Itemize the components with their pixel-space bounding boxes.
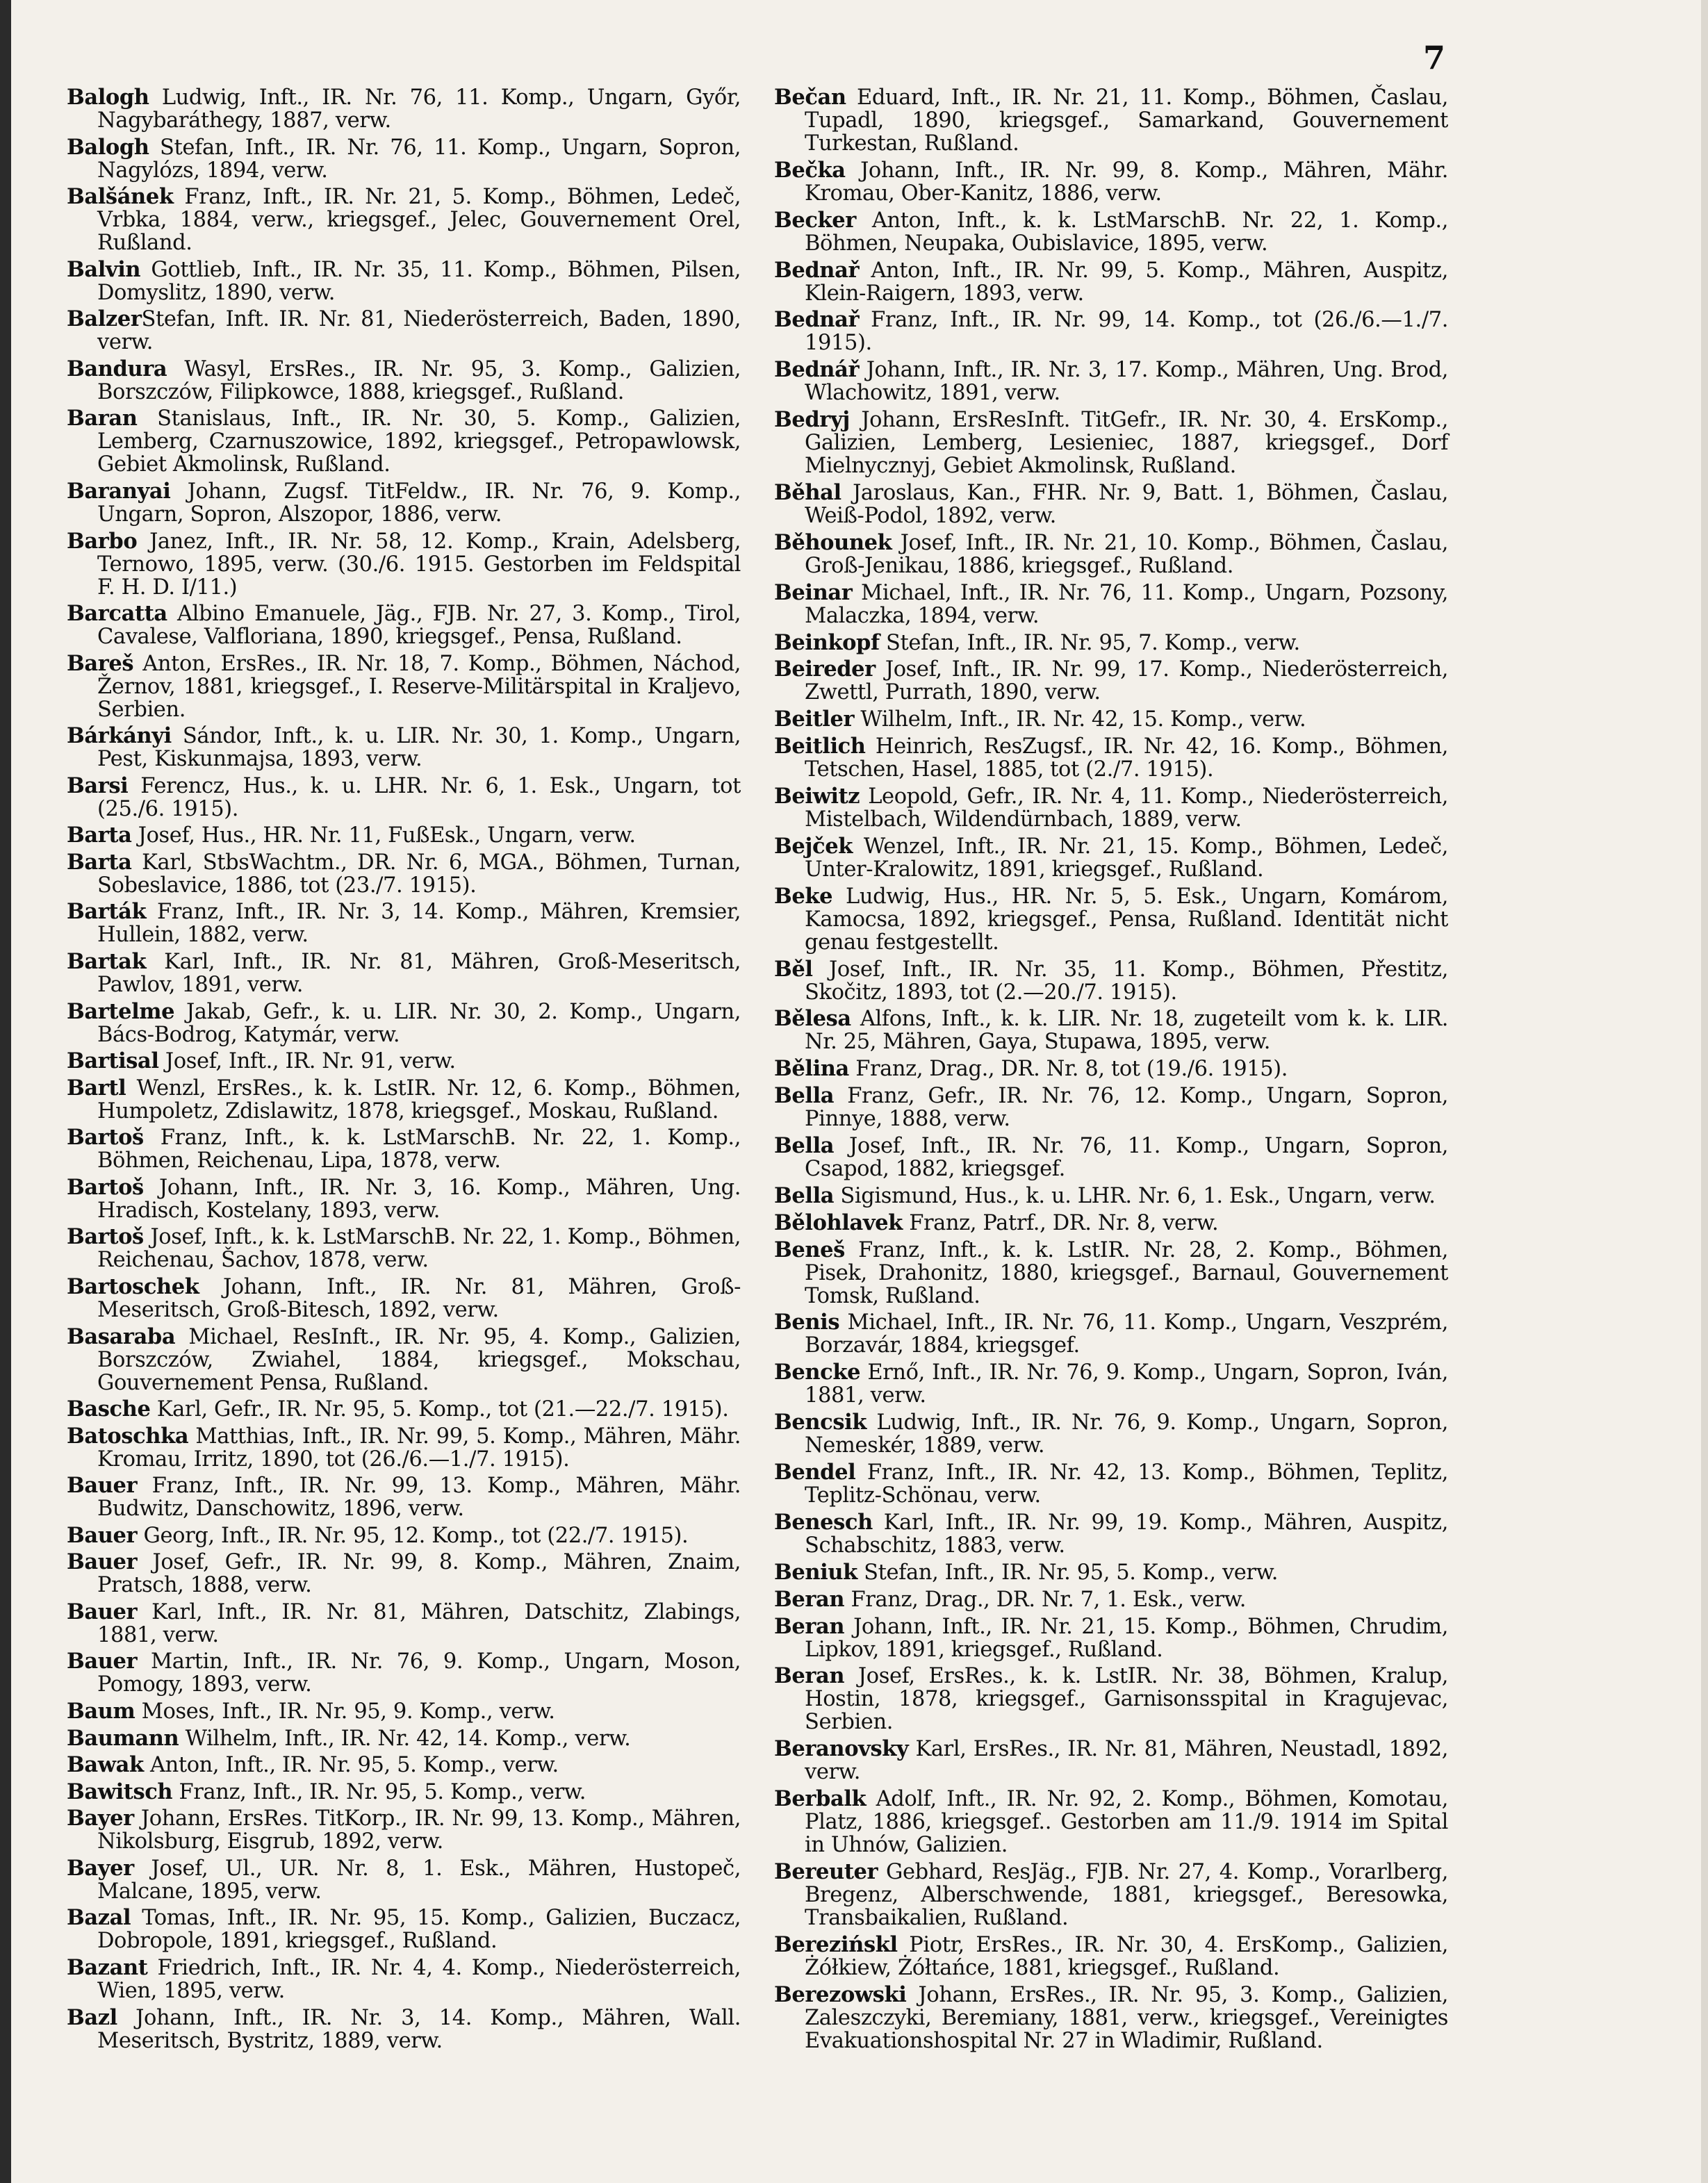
entry-details: Karl, Inft., IR. Nr. 81, Mähren, Datschitz, Zlabings, 1881, verw. (97, 1599, 741, 1647)
entry-surname: Bednař (774, 257, 860, 283)
entry-surname: Beireder (774, 657, 876, 682)
entry-surname: Benis (774, 1310, 840, 1335)
casualty-entry (774, 885, 1448, 954)
entry-surname: Bejček (774, 833, 853, 859)
entry-details: Alfons, Inft., k. k. LIR. Nr. 18, zugeteilt vom k. k. LIR. Nr. 25, Mähren, Gaya, Stupawa, 1895, verw. (805, 1007, 1448, 1055)
entry-surname: Balzer (67, 306, 142, 332)
entry-details: Johann, Zugsf. TitFeldw., IR. Nr. 76, 9. Komp., Ungarn, Sopron, Alszopor, 1886, verw. (97, 479, 741, 527)
entry-details: Franz, Inft., IR. Nr. 99, 14. Komp., tot (26./6.—1./7. 1915). (805, 308, 1448, 356)
entry-details: Gebhard, ResJäg., FJB. Nr. 27, 4. Komp., Vorarlberg, Bregenz, Alberschwende, 1881, kriegsgef., Beresowka, Transbaikalien, Rußland. (805, 1859, 1448, 1930)
casualty-entry (67, 1551, 741, 1597)
entry-surname: Bauer (67, 1649, 138, 1674)
entry-surname: Beiwitz (774, 784, 860, 809)
casualty-entry (67, 602, 741, 648)
entry-surname: Beran (774, 1586, 845, 1612)
entry-surname: Baumann (67, 1725, 179, 1751)
casualty-entry (67, 308, 741, 354)
casualty-entry (67, 950, 741, 996)
entry-details: Josef, Inft., IR. Nr. 91, verw. (158, 1049, 456, 1074)
casualty-entry (67, 1050, 741, 1073)
casualty-entry (774, 1931, 1448, 1980)
casualty-entry (67, 1276, 741, 1321)
casualty-entry (774, 1411, 1448, 1457)
entry-surname: Balšánek (67, 184, 174, 210)
entry-surname: Balogh (67, 85, 149, 110)
entry-details: Stefan, Inft., IR. Nr. 95, 5. Komp., verw. (857, 1560, 1278, 1585)
casualty-entry (774, 785, 1448, 831)
entry-surname: Bencsik (774, 1410, 867, 1435)
entry-details: Heinrich, ResZugsf., IR. Nr. 42, 16. Komp., Böhmen, Tetschen, Hasel, 1885, tot (2./7. 1915). (805, 734, 1448, 782)
entry-details: Franz, Gefr., IR. Nr. 76, 12. Komp., Ungarn, Sopron, Pinnye, 1888, verw. (805, 1084, 1448, 1132)
entry-details: Anton, Inft., IR. Nr. 99, 5. Komp., Mähren, Auspitz, Klein-Raigern, 1893, verw. (805, 258, 1448, 306)
entry-surname: Bartoš (67, 1174, 144, 1200)
casualty-entry (774, 1861, 1448, 1929)
casualty-entry (67, 1954, 741, 2003)
entry-details: Johann, Inft., IR. Nr. 3, 17. Komp., Mähren, Ung. Brod, Wlachowitz, 1891, verw. (805, 358, 1448, 406)
entry-details: Sigismund, Hus., k. u. LHR. Nr. 6, 1. Esk., Ungarn, verw. (834, 1183, 1436, 1208)
entry-surname: Bartelme (67, 998, 175, 1024)
entry-surname: Bareš (67, 650, 134, 676)
entry-surname: Barták (67, 899, 147, 925)
casualty-entry (67, 1176, 741, 1222)
entry-surname: Beran (774, 1663, 845, 1689)
casualty-entry (774, 1984, 1448, 2052)
entry-surname: Bazl (67, 2004, 117, 2030)
entry-surname: Balvin (67, 256, 141, 282)
entry-surname: Bečan (774, 85, 846, 110)
entry-surname: Bencke (774, 1360, 861, 1385)
entry-details: Johann, ErsRes., IR. Nr. 95, 3. Komp., Galizien, Zaleszczyki, Beremiany, 1881, verw., kriegsgef., Vereinigtes Evakuationshospital Nr. 27 in Wladimir, Rußland. (805, 1982, 1448, 2053)
entry-surname: Bawak (67, 1752, 144, 1778)
entry-details: Karl, Inft., IR. Nr. 81, Mähren, Groß-Meseritsch, Pawlov, 1891, verw. (97, 950, 741, 997)
casualty-entry (774, 1085, 1448, 1130)
casualty-entry (67, 186, 741, 254)
entry-surname: Balogh (67, 134, 149, 160)
entry-surname: Bauer (67, 1473, 138, 1499)
casualty-entry (67, 1650, 741, 1696)
entry-details: Stanislaus, Inft., IR. Nr. 30, 5. Komp., Galizien, Lemberg, Czarnuszowice, 1892, kriegsgef., Petropawlowsk, Gebiet Akmolinsk, Rußland. (97, 406, 741, 477)
entry-details: Josef, Inft., IR. Nr. 35, 11. Komp., Böhmen, Přestitz, Skočitz, 1893, tot (2.—20./7. 1915). (805, 957, 1448, 1005)
entry-surname: Bárkányi (67, 723, 172, 749)
casualty-entry (67, 1754, 741, 1777)
casualty-entry (67, 775, 741, 821)
casualty-entry (774, 1561, 1448, 1584)
entry-details: Gottlieb, Inft., IR. Nr. 35, 11. Komp., Böhmen, Pilsen, Domyslitz, 1890, verw. (97, 257, 741, 305)
casualty-entry (67, 725, 741, 771)
entry-details: Karl, Inft., IR. Nr. 99, 19. Komp., Mähren, Auspitz, Schabschitz, 1883, verw. (805, 1510, 1448, 1558)
casualty-entry (67, 824, 741, 847)
entry-details: Franz, Drag., DR. Nr. 8, tot (19./6. 1915). (848, 1057, 1288, 1082)
casualty-entry (67, 1000, 741, 1046)
entry-surname: Bella (774, 1083, 835, 1109)
casualty-entry (67, 1601, 741, 1647)
entry-details: Josef, Inft., IR. Nr. 76, 11. Komp., Ungarn, Sopron, Csapod, 1882, kriegsgef. (805, 1134, 1448, 1182)
entry-surname: Bělohlavek (774, 1210, 903, 1235)
casualty-entry (67, 652, 741, 721)
entry-surname: Beitler (774, 707, 855, 732)
entry-details: Janez, Inft., IR. Nr. 58, 12. Komp., Krain, Adelsberg, Ternowo, 1895, verw. (30./6. 1915. Gestorben im Feldspital F. H. D. I/11.) (97, 529, 741, 600)
casualty-entry (774, 958, 1448, 1004)
casualty-entry (67, 1727, 741, 1750)
casualty-entry (67, 1398, 741, 1421)
casualty-entry (774, 735, 1448, 781)
casualty-entry (67, 407, 741, 476)
entry-details: Josef, Inft., IR. Nr. 21, 10. Komp., Böhmen, Časlau, Groß-Jenikau, 1886, kriegsgef., Rußland. (805, 530, 1448, 578)
casualty-entry (67, 900, 741, 946)
entry-surname: Beinkopf (774, 629, 880, 655)
entry-details: Karl, StbsWachtm., DR. Nr. 6, MGA., Böhmen, Turnan, Sobeslavice, 1886, tot (23./7. 1915). (97, 850, 741, 898)
entry-surname: Bělina (774, 1056, 849, 1082)
entry-surname: Bauer (67, 1599, 138, 1624)
entry-details: Wilhelm, Inft., IR. Nr. 42, 14. Komp., verw. (179, 1726, 631, 1751)
entry-details: Karl, Gefr., IR. Nr. 95, 5. Komp., tot (21.—22./7. 1915). (150, 1397, 729, 1422)
entry-surname: Bartak (67, 949, 147, 974)
casualty-entry (774, 1615, 1448, 1661)
casualty-entry (774, 579, 1448, 628)
casualty-entry (67, 1857, 741, 1903)
casualty-entry (67, 1700, 741, 1723)
casualty-entry (67, 358, 741, 404)
entry-details: Leopold, Gefr., IR. Nr. 4, 11. Komp., Niederösterreich, Mistelbach, Wildendürnbach, 1889, verw. (805, 784, 1448, 832)
entry-surname: Berezińskl (774, 1931, 898, 1957)
entry-details: Tomas, Inft., IR. Nr. 95, 15. Komp., Galizien, Buczacz, Dobropole, 1891, kriegsgef., Rußland. (97, 1906, 741, 1954)
casualty-entry (774, 658, 1448, 704)
entry-details: Josef, Hus., HR. Nr. 11, FußEsk., Ungarn, verw. (131, 823, 636, 848)
entry-details: Franz, Inft., IR. Nr. 21, 5. Komp., Böhmen, Ledeč, Vrbka, 1884, verw., kriegsgef., Jelec, Gouvernement Orel, Rußland. (97, 185, 741, 256)
entry-details: Martin, Inft., IR. Nr. 76, 9. Komp., Ungarn, Moson, Pomogy, 1893, verw. (97, 1649, 741, 1697)
entry-surname: Berbalk (774, 1786, 867, 1812)
entry-surname: Baran (67, 406, 138, 431)
entry-details: Wenzl, ErsRes., k. k. LstIR. Nr. 12, 6. Komp., Böhmen, Humpoletz, Zdislawitz, 1878, kriegsgef., Moskau, Rußland. (97, 1076, 741, 1123)
entry-details: Josef, Gefr., IR. Nr. 99, 8. Komp., Mähren, Znaim, Pratsch, 1888, verw. (97, 1550, 741, 1598)
entry-details: Franz, Patrf., DR. Nr. 8, verw. (902, 1210, 1219, 1235)
entry-details: Franz, Drag., DR. Nr. 7, 1. Esk., verw. (844, 1587, 1246, 1612)
entry-details: Franz, Inft., IR. Nr. 42, 13. Komp., Böhmen, Teplitz, Teplitz-Schönau, verw. (805, 1460, 1448, 1508)
entry-details: Anton, Inft., IR. Nr. 95, 5. Komp., verw. (143, 1753, 559, 1778)
entry-surname: Bandura (67, 356, 167, 381)
entry-surname: Benesch (774, 1509, 873, 1535)
casualty-entry (67, 851, 741, 897)
entry-surname: Běl (774, 956, 813, 982)
entry-details: Johann, ErsResInft. TitGefr., IR. Nr. 30, 4. ErsKomp., Galizien, Lemberg, Lesieniec, 1887, kriegsgef., Dorf Mielnycznyj, Gebiet Akmolinsk, Rußland. (805, 408, 1448, 479)
entry-surname: Bella (774, 1133, 835, 1159)
entry-details: Franz, Inft., IR. Nr. 3, 14. Komp., Mähren, Kremsier, Hullein, 1882, verw. (97, 900, 741, 948)
entry-surname: Barsi (67, 773, 129, 798)
entry-surname: Barcatta (67, 601, 167, 627)
entry-details: Franz, Inft., IR. Nr. 99, 13. Komp., Mähren, Mähr. Budwitz, Danschowitz, 1896, verw. (97, 1474, 741, 1522)
entry-details: Franz, Inft., k. k. LstIR. Nr. 28, 2. Komp., Böhmen, Pisek, Drahonitz, 1880, kriegsgef., Barnaul, Gouvernement Tomsk, Rußland. (805, 1237, 1448, 1308)
entry-surname: Bayer (67, 1855, 134, 1881)
entry-details: Ferencz, Hus., k. u. LHR. Nr. 6, 1. Esk., Ungarn, tot (25./6. 1915). (97, 773, 741, 821)
casualty-entry (774, 1185, 1448, 1208)
entry-details: Ernő, Inft., IR. Nr. 76, 9. Komp., Ungarn, Sopron, Iván, 1881, verw. (805, 1360, 1448, 1408)
entry-surname: Barta (67, 823, 132, 848)
left-column (67, 86, 741, 2052)
entry-details: Stefan, Inft., IR. Nr. 95, 7. Komp., verw. (879, 630, 1300, 655)
entry-surname: Běhal (774, 480, 841, 506)
casualty-entry (774, 529, 1448, 578)
casualty-entry (774, 481, 1448, 527)
entry-surname: Bauer (67, 1549, 138, 1575)
entry-surname: Basche (67, 1397, 151, 1422)
entry-details: Stefan, Inft., IR. Nr. 76, 11. Komp., Ungarn, Sopron, Nagylózs, 1894, verw. (97, 135, 741, 183)
entry-surname: Běhounek (774, 529, 892, 555)
entry-surname: Baranyai (67, 478, 171, 504)
entry-details: Johann, Inft., IR. Nr. 3, 16. Komp., Mähren, Ung. Hradisch, Kostelany, 1893, verw. (97, 1175, 741, 1223)
casualty-entry (774, 1007, 1448, 1053)
casualty-entry (774, 629, 1448, 655)
entry-surname: Bawitsch (67, 1779, 173, 1804)
entry-surname: Becker (774, 207, 856, 233)
entry-surname: Bednář (774, 357, 860, 383)
entry-surname: Bělesa (774, 1006, 851, 1032)
entry-details: Josef, Ul., UR. Nr. 8, 1. Esk., Mähren, Hustopeč, Malcane, 1895, verw. (97, 1856, 741, 1904)
casualty-entry (774, 1311, 1448, 1357)
entry-details: Wasyl, ErsRes., IR. Nr. 95, 3. Komp., Galizien, Borszczów, Filipkowce, 1888, kriegsgef., Rußland. (97, 356, 741, 404)
entry-details: Karl, ErsRes., IR. Nr. 81, Mähren, Neustadl, 1892, verw. (805, 1737, 1448, 1785)
entry-details: Georg, Inft., IR. Nr. 95, 12. Komp., tot (22./7. 1915). (137, 1523, 689, 1548)
entry-surname: Beranovsky (774, 1736, 909, 1762)
entry-details: Johann, Inft., IR. Nr. 81, Mähren, Groß-Meseritsch, Groß-Bitesch, 1892, verw. (97, 1274, 741, 1322)
right-column (774, 86, 1448, 2052)
entry-surname: Bednař (774, 307, 860, 333)
entry-details: Michael, Inft., IR. Nr. 76, 11. Komp., Ungarn, Veszprém, Borzavár, 1884, kriegsgef. (805, 1310, 1448, 1358)
casualty-entry (67, 1807, 741, 1853)
casualty-entry (67, 530, 741, 599)
entry-surname: Barta (67, 849, 132, 875)
entry-details: Michael, Inft., IR. Nr. 76, 11. Komp., Ungarn, Pozsony, Malaczka, 1894, verw. (805, 580, 1448, 628)
entry-details: Anton, ErsRes., IR. Nr. 18, 7. Komp., Böhmen, Náchod, Žernov, 1881, kriegsgef., I. Reserve-Militärspital in Kraljevo, Serbien. (97, 651, 741, 722)
entry-details: Sándor, Inft., k. u. LIR. Nr. 30, 1. Komp., Ungarn, Pest, Kiskunmajsa, 1893, verw. (97, 724, 741, 772)
entry-details: Ludwig, Inft., IR. Nr. 76, 11. Komp., Ungarn, Győr, Nagybaráthegy, 1887, verw. (97, 85, 741, 133)
entry-surname: Beran (774, 1613, 845, 1639)
entry-surname: Bazant (67, 1954, 148, 1980)
entry-details: Adolf, Inft., IR. Nr. 92, 2. Komp., Böhmen, Komotau, Platz, 1886, kriegsgef.. Gestorben am 11./9. 1914 im Spital in Uhnów, Galizien. (805, 1787, 1448, 1858)
casualty-entry (67, 2004, 741, 2053)
casualty-entry (774, 1212, 1448, 1235)
casualty-entry (774, 209, 1448, 255)
entry-surname: Beniuk (774, 1559, 857, 1585)
casualty-entry (67, 480, 741, 526)
page-number: 7 (1422, 39, 1445, 76)
entry-surname: Bauer (67, 1522, 138, 1548)
entry-details: Johann, Inft., IR. Nr. 99, 8. Komp., Mähren, Mähr. Kromau, Ober-Kanitz, 1886, verw. (805, 158, 1448, 206)
entry-details: Albino Emanuele, Jäg., FJB. Nr. 27, 3. Komp., Tirol, Cavalese, Valfloriana, 1890, kriegsgef., Pensa, Rußland. (97, 602, 741, 650)
entry-surname: Bella (774, 1183, 835, 1208)
entry-surname: Basaraba (67, 1324, 176, 1349)
entry-details: Josef, Inft., IR. Nr. 99, 17. Komp., Niederösterreich, Zwettl, Purrath, 1890, verw. (805, 657, 1448, 705)
casualty-entry (774, 1461, 1448, 1507)
scan-right-edge (1701, 0, 1708, 2183)
entry-details: Ludwig, Inft., IR. Nr. 76, 9. Komp., Ungarn, Sopron, Nemeskér, 1889, verw. (805, 1410, 1448, 1458)
entry-details: Jakab, Gefr., k. u. LIR. Nr. 30, 2. Komp., Ungarn, Bács-Bodrog, Katymár, verw. (97, 999, 741, 1047)
entry-surname: Beneš (774, 1237, 845, 1262)
entry-details: Friedrich, Inft., IR. Nr. 4, 4. Komp., Niederösterreich, Wien, 1895, verw. (97, 1955, 741, 2003)
casualty-entry (774, 1665, 1448, 1733)
entry-details: Anton, Inft., k. k. LstMarschB. Nr. 22, 1. Komp., Böhmen, Neupaka, Oubislavice, 1895, verw. (805, 208, 1448, 256)
casualty-entry (774, 1057, 1448, 1080)
entry-details: Johann, Inft., IR. Nr. 21, 15. Komp., Böhmen, Chrudim, Lipkov, 1891, kriegsgef., Rußland. (805, 1614, 1448, 1662)
entry-surname: Beitlich (774, 734, 866, 759)
entry-surname: Bendel (774, 1460, 856, 1485)
casualty-entry (774, 1511, 1448, 1557)
casualty-entry (774, 359, 1448, 404)
casualty-entry (67, 1781, 741, 1804)
entry-surname: Berezowski (774, 1982, 907, 2007)
entry-surname: Bartl (67, 1075, 126, 1101)
entry-surname: Beke (774, 883, 833, 909)
casualty-entry (774, 708, 1448, 731)
casualty-entry (774, 1588, 1448, 1611)
casualty-entry (774, 159, 1448, 205)
entry-surname: Bartoš (67, 1125, 144, 1151)
casualty-entry (67, 1326, 741, 1394)
entry-surname: Bartoschek (67, 1274, 199, 1299)
entry-details: Wilhelm, Inft., IR. Nr. 42, 15. Komp., verw. (854, 707, 1306, 732)
entry-details: Josef, Inft., k. k. LstMarschB. Nr. 22, 1. Komp., Böhmen, Reichenau, Šachov, 1878, verw. (97, 1225, 741, 1273)
entry-details: Michael, ResInft., IR. Nr. 95, 4. Komp., Galizien, Borszczów, Zwiahel, 1884, kriegsgef., Mokschau, Gouvernement Pensa, Rußland. (97, 1324, 741, 1395)
entry-surname: Beinar (774, 579, 853, 605)
casualty-entry (67, 1906, 741, 1952)
entry-surname: Batoschka (67, 1423, 189, 1449)
casualty-entry (774, 835, 1448, 881)
entry-details: Johann, ErsRes. TitKorp., IR. Nr. 99, 13. Komp., Mähren, Nikolsburg, Eisgrub, 1892, verw. (97, 1806, 741, 1854)
casualty-entry (774, 86, 1448, 155)
entry-details: Johann, Inft., IR. Nr. 3, 14. Komp., Mähren, Wall. Meseritsch, Bystritz, 1889, verw. (97, 2005, 741, 2053)
casualty-entry (67, 1077, 741, 1123)
casualty-entry (67, 1126, 741, 1172)
entry-surname: Bedryj (774, 407, 850, 433)
entry-surname: Bartisal (67, 1048, 159, 1074)
casualty-entry (774, 409, 1448, 477)
entry-details: Eduard, Inft., IR. Nr. 21, 11. Komp., Böhmen, Časlau, Tupadl, 1890, kriegsgef., Samarkand, Gouvernement Turkestan, Rußland. (805, 85, 1448, 156)
entry-details: Jaroslaus, Kan., FHR. Nr. 9, Batt. 1, Böhmen, Časlau, Weiß-Podol, 1892, verw. (805, 481, 1448, 529)
entry-surname: Bayer (67, 1806, 134, 1831)
entry-surname: Bazal (67, 1905, 131, 1931)
entry-details: Franz, Inft., IR. Nr. 95, 5. Komp., verw. (172, 1779, 586, 1804)
entry-details: Matthias, Inft., IR. Nr. 99, 5. Komp., Mähren, Mähr. Kromau, Irritz, 1890, tot (26./6.—1./7. 1915). (97, 1424, 741, 1472)
casualty-entry (774, 1738, 1448, 1784)
entry-surname: Baum (67, 1699, 136, 1724)
scan-left-edge (0, 0, 11, 2183)
casualty-entry (774, 1361, 1448, 1407)
entry-surname: Bartoš (67, 1224, 144, 1250)
casualty-entry (67, 1425, 741, 1471)
entry-details: Josef, ErsRes., k. k. LstIR. Nr. 38, Böhmen, Kralup, Hostin, 1878, kriegsgef., Garnisonsspital in Kragujevac, Serbien. (805, 1664, 1448, 1735)
entry-surname: Bereuter (774, 1859, 878, 1884)
entry-details: Piotr, ErsRes., IR. Nr. 30, 4. ErsKomp., Galizien, Żółkiew, Żółtańce, 1881, kriegsgef., Rußland. (805, 1932, 1448, 1980)
entry-details: Franz, Inft., k. k. LstMarschB. Nr. 22, 1. Komp., Böhmen, Reichenau, Lipa, 1878, verw. (97, 1126, 741, 1173)
casualty-entry (67, 258, 741, 304)
entry-details: Moses, Inft., IR. Nr. 95, 9. Komp., verw. (135, 1699, 555, 1724)
entry-details: Ludwig, Hus., HR. Nr. 5, 5. Esk., Ungarn, Komárom, Kamocsa, 1892, kriegsgef., Pensa, Rußland. Identität nicht genau festgestellt. (805, 884, 1448, 955)
casualty-entry (774, 308, 1448, 354)
entry-details: Stefan, Inft. IR. Nr. 81, Niederösterreich, Baden, 1890, verw. (97, 307, 741, 355)
casualty-entry (67, 1524, 741, 1547)
entry-details: Wenzel, Inft., IR. Nr. 21, 15. Komp., Böhmen, Ledeč, Unter-Kralowitz, 1891, kriegsgef., Rußland. (805, 834, 1448, 882)
entry-surname: Barbo (67, 528, 138, 554)
casualty-entry (67, 136, 741, 182)
casualty-entry (67, 1226, 741, 1271)
casualty-entry (67, 1474, 741, 1520)
casualty-entry (774, 1788, 1448, 1856)
casualty-entry (774, 1135, 1448, 1180)
entry-surname: Bečka (774, 157, 846, 183)
casualty-entry (67, 86, 741, 132)
casualty-entry (774, 259, 1448, 305)
casualty-entry (774, 1239, 1448, 1308)
